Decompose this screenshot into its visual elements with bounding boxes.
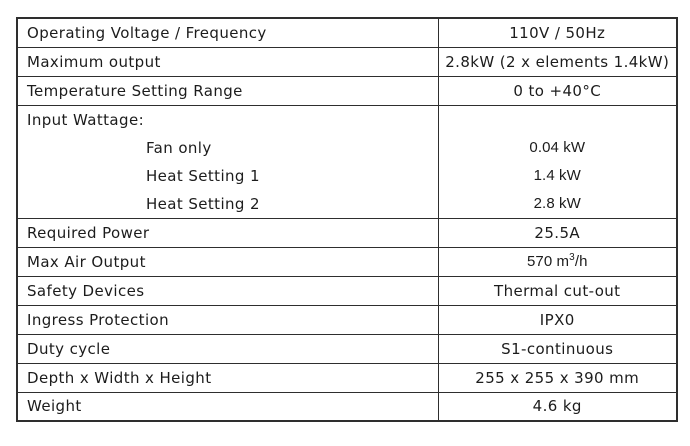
table-row-max-air-output	[17, 247, 677, 276]
spec-value: S1-continuous	[438, 334, 677, 363]
air-output-superscript: 3	[569, 252, 575, 263]
sub-value-heat-setting-1: 1.4 kW	[533, 167, 581, 184]
spec-label: Duty cycle	[17, 334, 438, 363]
spec-label: Depth x Width x Height	[17, 363, 438, 392]
spec-label: Weight	[17, 392, 438, 421]
spec-value: 110V / 50Hz	[438, 18, 677, 47]
spec-value: 2.8kW (2 x elements 1.4kW)	[438, 47, 677, 76]
table-row-input-wattage-group	[17, 105, 677, 218]
sub-label-heat-setting-2: Heat Setting 2	[146, 194, 260, 213]
spec-value: 25.5A	[438, 218, 677, 247]
sub-value-heat-setting-2: 2.8 kW	[533, 195, 581, 212]
input-wattage-label-cell	[17, 105, 438, 218]
air-output-unit-suffix: /h	[574, 253, 588, 270]
group-value-spacer	[439, 106, 677, 134]
table-row-duty-cycle	[17, 334, 677, 363]
spec-value: 4.6 kg	[438, 392, 677, 421]
spec-value: Thermal cut-out	[438, 276, 677, 305]
sub-label-heat-setting-1: Heat Setting 1	[146, 166, 260, 185]
sub-label-fan-only: Fan only	[146, 138, 212, 157]
specification-table	[16, 17, 678, 422]
table-row-required-power	[17, 218, 677, 247]
spec-label: Required Power	[17, 218, 438, 247]
group-title: Input Wattage:	[27, 110, 145, 129]
table-row-ingress-protection	[17, 305, 677, 334]
spec-value	[438, 247, 677, 276]
table-row-maximum-output	[17, 47, 677, 76]
air-output-value: 570 m	[526, 253, 570, 270]
input-wattage-value-cell	[438, 105, 677, 218]
spec-label: Maximum output	[17, 47, 438, 76]
spec-label: Ingress Protection	[17, 305, 438, 334]
table-row-operating-voltage	[17, 18, 677, 47]
spec-label: Max Air Output	[17, 247, 438, 276]
spec-value: IPX0	[438, 305, 677, 334]
spec-label: Temperature Setting Range	[17, 76, 438, 105]
spec-label: Operating Voltage / Frequency	[17, 18, 438, 47]
spec-value: 0 to +40°C	[438, 76, 677, 105]
spec-label: Safety Devices	[17, 276, 438, 305]
table-row-weight	[17, 392, 677, 421]
table-row-safety-devices	[17, 276, 677, 305]
table-row-dimensions	[17, 363, 677, 392]
sub-value-fan-only: 0.04 kW	[529, 139, 586, 156]
table-row-temperature-range	[17, 76, 677, 105]
spec-value: 255 x 255 x 390 mm	[438, 363, 677, 392]
